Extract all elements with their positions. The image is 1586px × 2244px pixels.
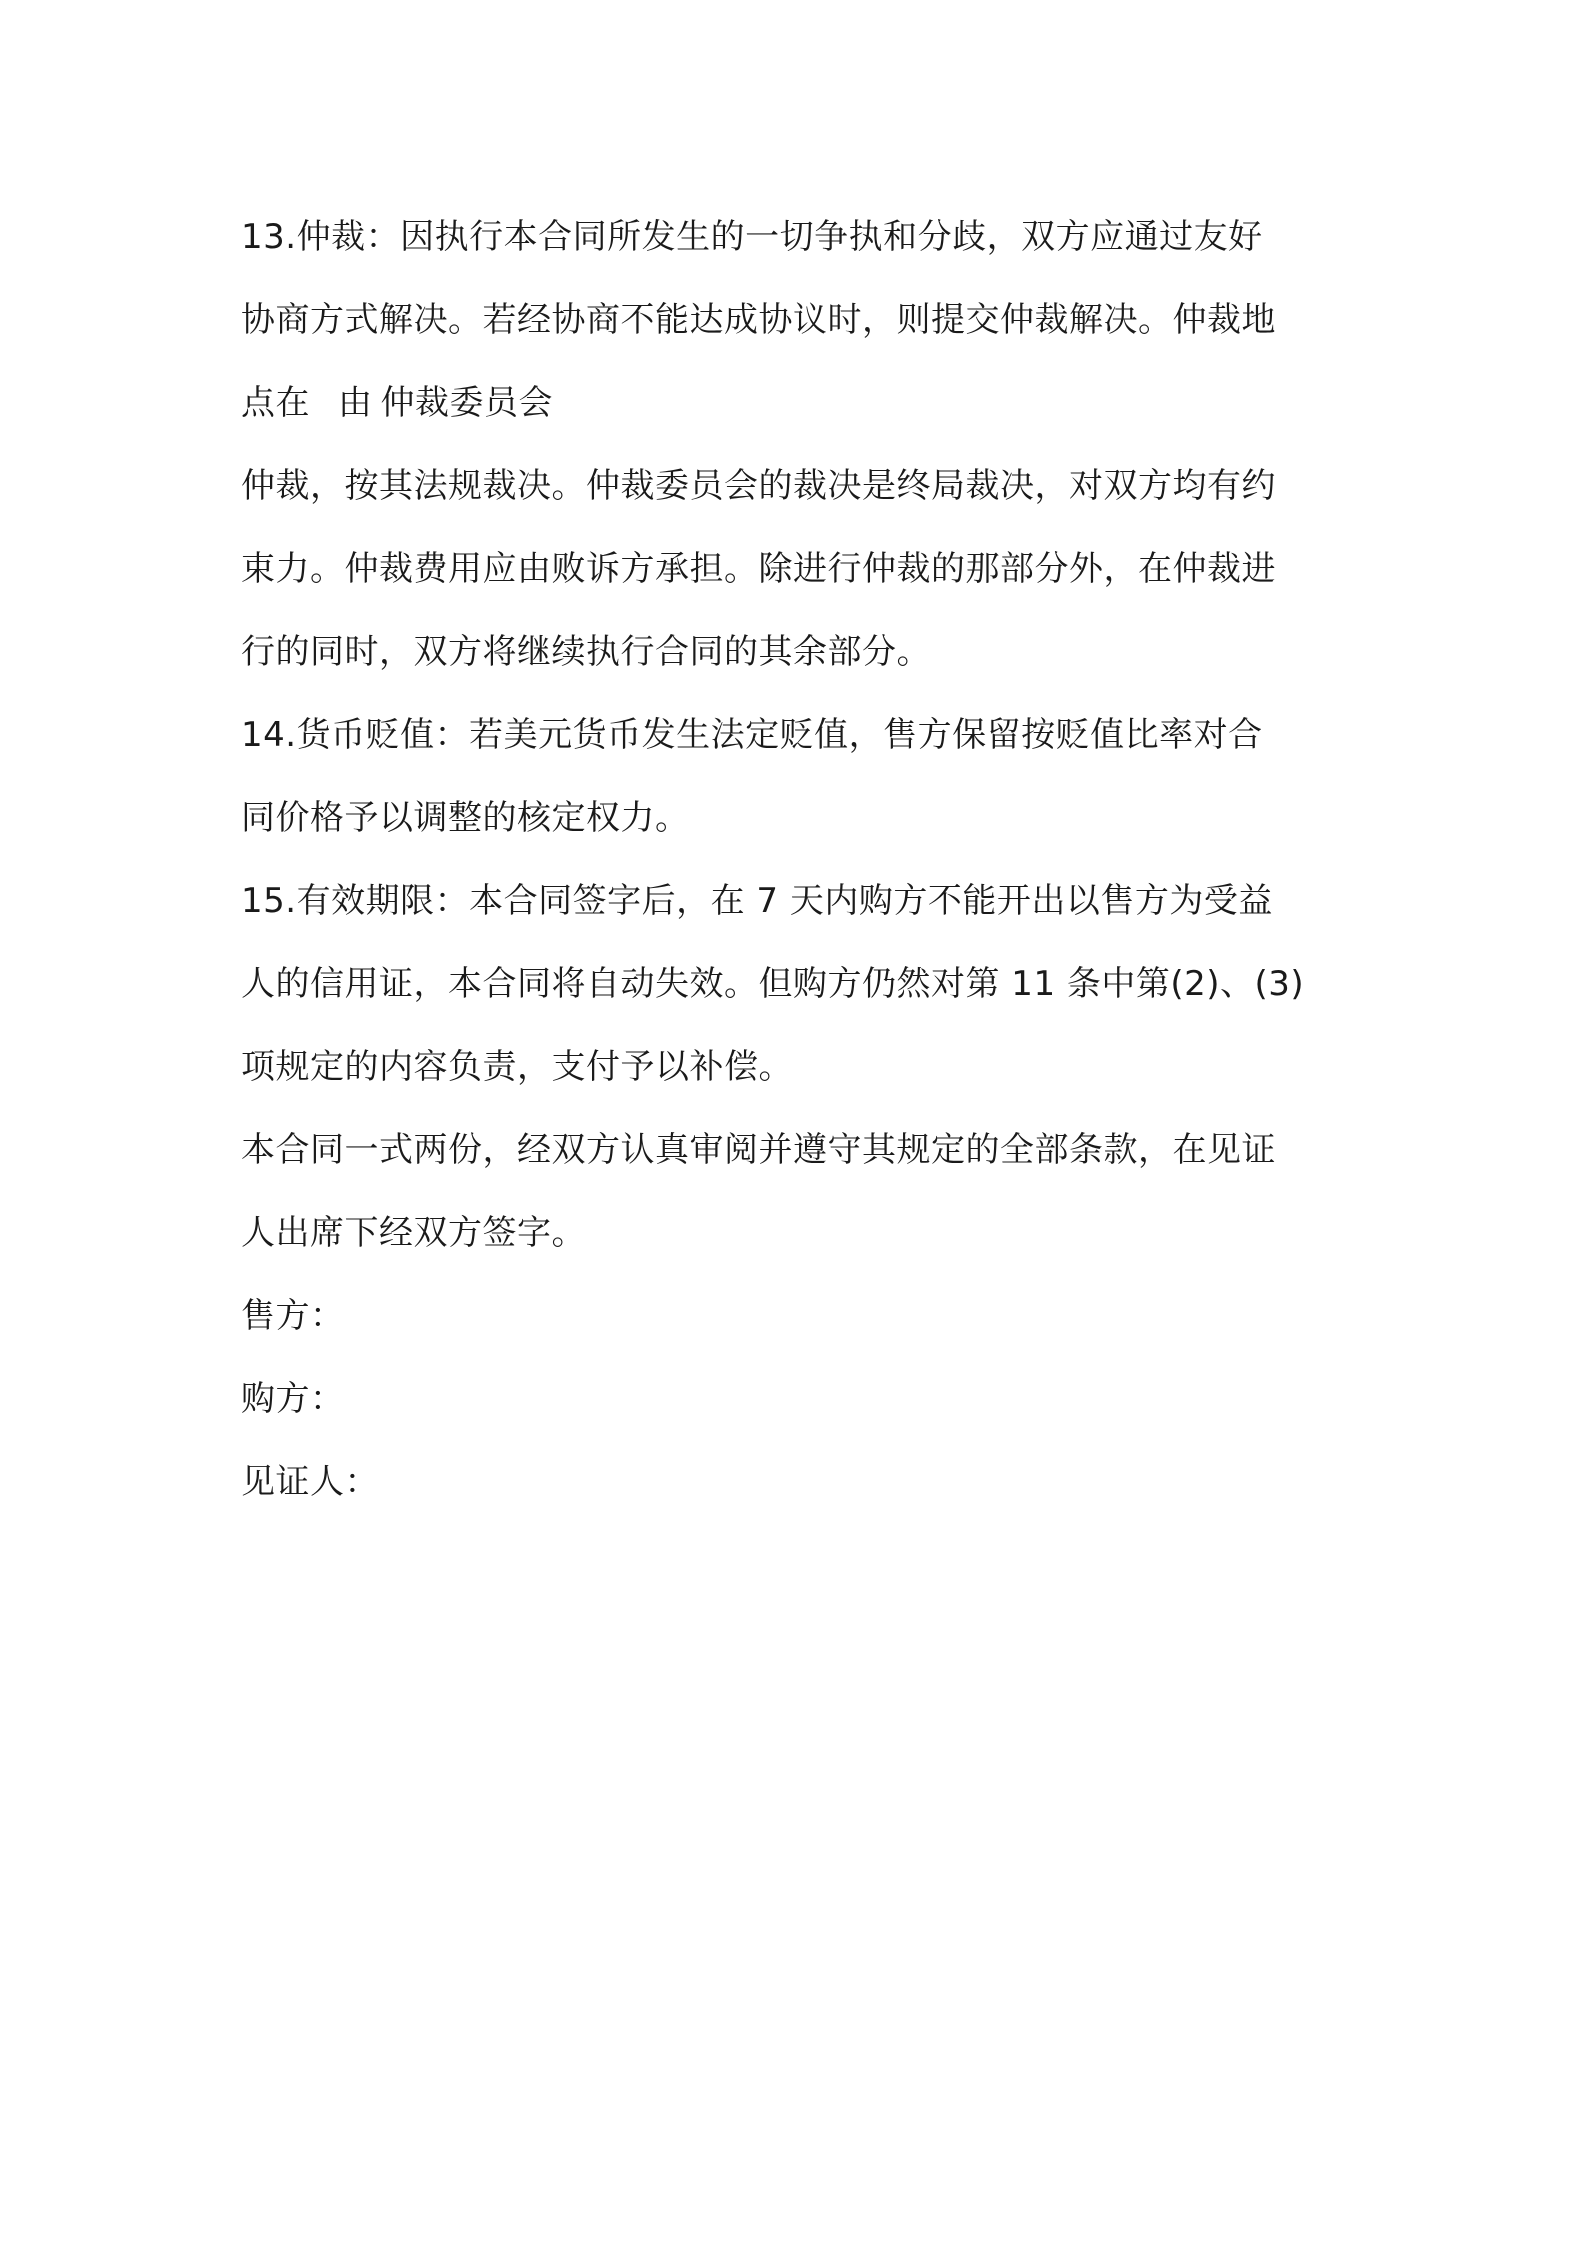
- arbitration-by-label: 由: [338, 383, 373, 423]
- arbitration-committee-label: 仲裁委员会: [380, 383, 553, 423]
- clause-13-line-2: 协商方式解决。若经协商不能达成协议时，则提交仲裁解决。仲裁地: [241, 300, 1276, 340]
- seller-label: 售方：: [241, 1296, 345, 1336]
- witness-signature-row: [241, 1441, 1361, 1524]
- clause-13-line-6: 行的同时，双方将继续执行合同的其余部分。: [241, 632, 931, 672]
- closing-line-2: 人出席下经双方签字。: [241, 1213, 586, 1253]
- witness-label: 见证人：: [241, 1462, 379, 1502]
- buyer-label: 购方：: [241, 1379, 345, 1419]
- clause-13-line-1: 13.仲裁：因执行本合同所发生的一切争执和分歧，双方应通过友好: [241, 217, 1263, 257]
- clause-15-line-3: 项规定的内容负责，支付予以补偿。: [241, 1047, 793, 1087]
- clause-15-line-2: 人的信用证，本合同将自动失效。但购方仍然对第 11 条中第(2)、(3): [241, 964, 1305, 1004]
- clause-13-line-5: 束力。仲裁费用应由败诉方承担。除进行仲裁的那部分外，在仲裁进: [241, 549, 1276, 589]
- arbitration-place-label: 点在: [241, 383, 310, 423]
- seller-signature-row: [241, 1275, 1361, 1358]
- clause-14-line-1: 14.货币贬值：若美元货币发生法定贬值，售方保留按贬值比率对合: [241, 715, 1263, 755]
- buyer-signature-row: [241, 1358, 1361, 1441]
- clause-14-line-2: 同价格予以调整的核定权力。: [241, 798, 690, 838]
- contract-page: [241, 196, 1361, 1524]
- clause-13-line-3: [241, 362, 1361, 445]
- clause-15-line-1: 15.有效期限：本合同签字后，在 7 天内购方不能开出以售方为受益: [241, 881, 1273, 921]
- closing-line-1: 本合同一式两份，经双方认真审阅并遵守其规定的全部条款，在见证: [241, 1130, 1276, 1170]
- clause-13-line-4: 仲裁，按其法规裁决。仲裁委员会的裁决是终局裁决，对双方均有约: [241, 466, 1276, 506]
